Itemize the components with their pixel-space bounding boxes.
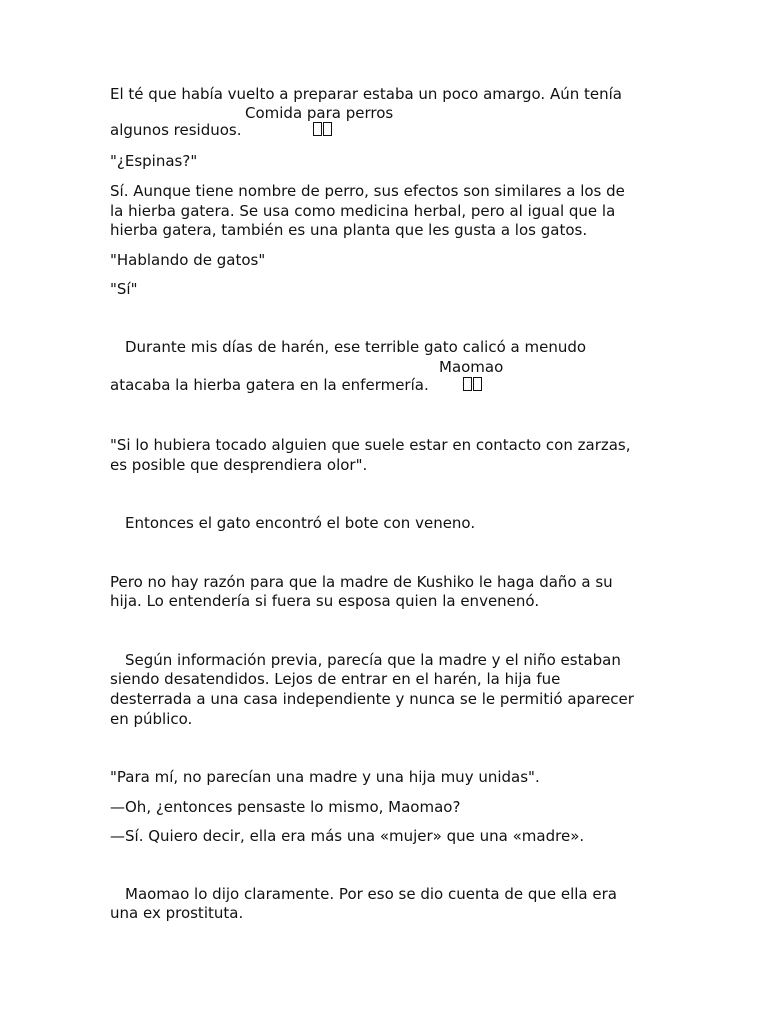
text-line: Maomao lo dijo claramente. Por eso se dio cuenta de que ella era [125, 885, 617, 903]
text-line: "Si lo hubiera tocado alguien que suele estar en contacto con zarzas, [110, 436, 631, 454]
text-line: Según información previa, parecía que la madre y el niño estaban [125, 651, 621, 669]
text-line: "¿Espinas?" [110, 152, 198, 170]
text-line: Sí. Aunque tiene nombre de perro, sus efectos son similares a los de [110, 182, 625, 200]
text-line: atacaba la hierba gatera en la enfermería. [110, 376, 429, 394]
text-line: es posible que desprendiera olor". [110, 456, 368, 474]
text-line: Entonces el gato encontró el bote con veneno. [125, 514, 476, 532]
text-line: —Sí. Quiero decir, ella era más una «mujer» que una «madre». [110, 827, 585, 845]
text-line: "Para mí, no parecían una madre y una hija muy unidas". [110, 768, 540, 786]
text-line: —Oh, ¿entonces pensaste lo mismo, Maomao? [110, 798, 461, 816]
ruby-annotation: Comida para perros [245, 104, 394, 122]
text-line: hierba gatera, también es una planta que les gusta a los gatos. [110, 221, 588, 239]
text-line: hija. Lo entendería si fuera su esposa quien la envenenó. [110, 592, 540, 610]
text-line: desterrada a una casa independiente y nunca se le permitió aparecer [110, 690, 634, 708]
text-line: en público. [110, 710, 193, 728]
text-line: una ex prostituta. [110, 904, 244, 922]
text-line: El té que había vuelto a preparar estaba un poco amargo. Aún tenía [110, 85, 622, 103]
text-line: Pero no hay razón para que la madre de Kushiko le haga daño a su [110, 573, 613, 591]
text-line: siendo desatendidos. Lejos de entrar en el harén, la hija fue [110, 670, 561, 688]
text-line: "Sí" [110, 280, 138, 298]
ruby-annotation: Maomao [439, 358, 504, 376]
text-line: Durante mis días de harén, ese terrible gato calicó a menudo [125, 338, 587, 356]
text-line: "Hablando de gatos" [110, 251, 266, 269]
text-line: algunos residuos. [110, 121, 242, 139]
missing-glyph-icon [463, 376, 483, 395]
text-line: la hierba gatera. Se usa como medicina herbal, pero al igual que la [110, 202, 616, 220]
missing-glyph-icon [313, 121, 333, 140]
